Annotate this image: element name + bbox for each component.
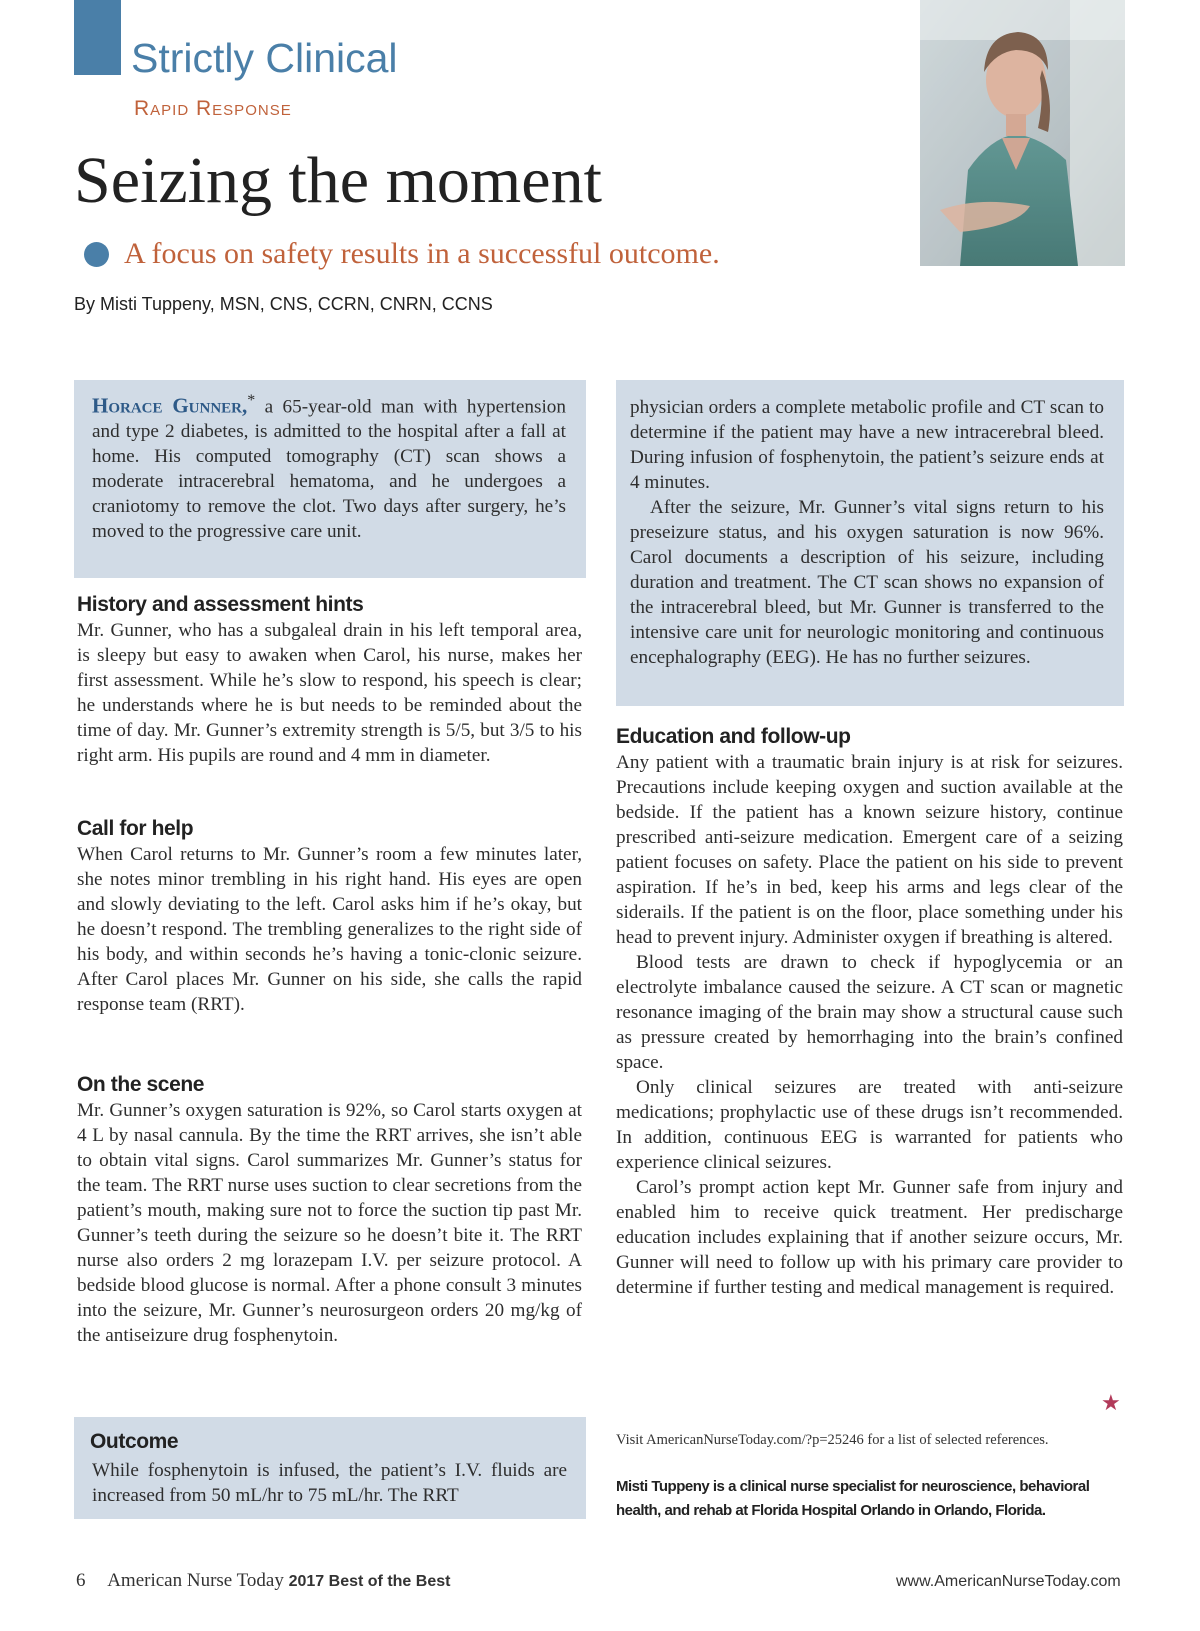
section-history	[77, 592, 582, 768]
issue-name: 2017 Best of the Best	[288, 1573, 451, 1590]
section-heading: History and assessment hints	[77, 593, 364, 616]
education-paragraph: Any patient with a traumatic brain injury is at risk for seizures. Precautions include keeping oxygen and suction available at the bedside. If the patient has a known seizure history, continue prescribed anti-seizure medication. Emergent care of a seizing patient focuses on safety. Place the patient on his side to prevent aspiration. If he’s in bed, keep his arms and legs clear of the siderails. If the patient is on the floor, place something under his head to prevent injury. Administer oxygen if breathing is altered.	[616, 752, 1123, 948]
section-label: Strictly Clinical	[131, 35, 398, 81]
author-bio: Misti Tuppeny is a clinical nurse specialist for neuroscience, behavioral health, and rehab at Florida Hospital Orlando in Orlando, Florida.	[616, 1478, 1090, 1519]
outcome-heading: Outcome	[90, 1430, 179, 1453]
page-number: 6	[76, 1570, 86, 1591]
section-heading: On the scene	[77, 1073, 205, 1096]
education-paragraph: Only clinical seizures are treated with anti-seizure medications; prophylactic use of these drugs isn’t recommended. In addition, continuous EEG is warranted for patients who experience clinical seizures.	[616, 1077, 1123, 1173]
footer-url: www.AmericanNurseToday.com	[896, 1573, 1121, 1590]
publication-name: American Nurse Today	[107, 1570, 284, 1591]
outcome-box-continued	[616, 380, 1124, 706]
section-color-bar	[74, 0, 121, 75]
article-title: Seizing the moment	[74, 144, 602, 217]
outcome-text-part1: While fosphenytoin is infused, the patient’s I.V. fluids are increased from 50 mL/hr to 75 mL/hr. The RRT	[92, 1460, 567, 1506]
section-on-the-scene	[77, 1072, 582, 1348]
footnote-mark: *	[247, 392, 256, 409]
section-paragraph: When Carol returns to Mr. Gunner’s room a few minutes later, she notes minor trembling in his right hand. His eyes are open and slowly deviating to the left. Carol asks him if he’s okay, but he doesn’t respond. The trembling generalizes to the right side of his body, and within seconds he’s having a tonic-clonic seizure. After Carol places Mr. Gunner on his side, she calls the rapid response team (RRT).	[77, 844, 582, 1015]
outcome-box	[74, 1417, 586, 1519]
footer-left	[76, 1570, 450, 1592]
byline: By Misti Tuppeny, MSN, CNS, CCRN, CNRN, CCNS	[74, 294, 493, 314]
article-deck: A focus on safety results in a successful outcome.	[124, 237, 720, 270]
education-paragraph: Blood tests are drawn to check if hypoglycemia or an electrolyte imbalance caused the seizure. A CT scan or magnetic resonance imaging of the brain may show a structural cause such as pressure created by hemorrhaging into the brain’s confined space.	[616, 952, 1123, 1073]
section-heading: Call for help	[77, 817, 194, 840]
education-paragraph: Carol’s prompt action kept Mr. Gunner safe from injury and enabled him to receive quick treatment. Her predischarge education includes explaining that if another seizure occurs, Mr. Gunner will need to follow up with his primary care provider to determine if further testing and medical management is required.	[616, 1177, 1123, 1298]
section-paragraph: Mr. Gunner’s oxygen saturation is 92%, so Carol starts oxygen at 4 L by nasal cannula. By the time the RRT arrives, she isn’t able to obtain vital signs. Carol summarizes Mr. Gunner’s status for the team. The RRT nurse uses suction to clear secretions from the patient’s mouth, making sure not to force the suction tip past Mr. Gunner’s teeth during the seizure so he doesn’t bite it. The RRT nurse also orders 2 mg lorazepam I.V. per seizure protocol. A bedside blood glucose is normal. After a phone consult 3 minutes into the seizure, Mr. Gunner’s neurosurgeon orders 20 mg/kg of the antiseizure drug fosphenytoin.	[77, 1100, 582, 1346]
references-note: Visit AmericanNurseToday.com/?p=25246 for a list of selected references.	[616, 1432, 1049, 1448]
outcome-text-part2: physician orders a complete metabolic profile and CT scan to determine if the patient may have a new intracerebral bleed. During infusion of fosphenytoin, the patient’s seizure ends at 4 minutes.	[630, 397, 1104, 493]
intro-box	[74, 380, 586, 578]
patient-name: Horace Gunner,	[92, 393, 248, 418]
section-call-for-help	[77, 816, 582, 1017]
nurse-photo	[920, 0, 1125, 266]
outcome-text-part3: After the seizure, Mr. Gunner’s vital signs return to his preseizure status, and his oxygen saturation is now 96%. Carol documents a description of his seizure, including duration and treatment. The CT scan shows no expansion of the intracerebral bleed, but Mr. Gunner is transferred to the intensive care unit for neurologic monitoring and continuous encephalography (EEG). He has no further seizures.	[630, 497, 1104, 668]
end-star-icon: ★	[1101, 1390, 1121, 1415]
intro-body: a 65-year-old man with hypertension and type 2 diabetes, is admitted to the hospital after a fall at home. His computed tomography (CT) scan shows a moderate intracerebral hematoma, and he undergoes a craniotomy to remove the clot. Two days after surgery, he’s moved to the progressive care unit.	[92, 396, 566, 543]
section-paragraph: Mr. Gunner, who has a subgaleal drain in his left temporal area, is sleepy but easy to awaken when Carol, his nurse, makes her first assessment. While he’s slow to respond, his speech is clear; he understands where he is but needs to be reminded about the time of day. Mr. Gunner’s extremity strength is 5/5, but 3/5 to his right arm. His pupils are round and 4 mm in diameter.	[77, 620, 582, 766]
deck-bullet-icon	[84, 242, 109, 267]
intro-text	[92, 388, 566, 544]
subsection-label: Rapid Response	[134, 97, 292, 120]
section-heading: Education and follow-up	[616, 725, 851, 748]
section-education	[616, 724, 1123, 1300]
